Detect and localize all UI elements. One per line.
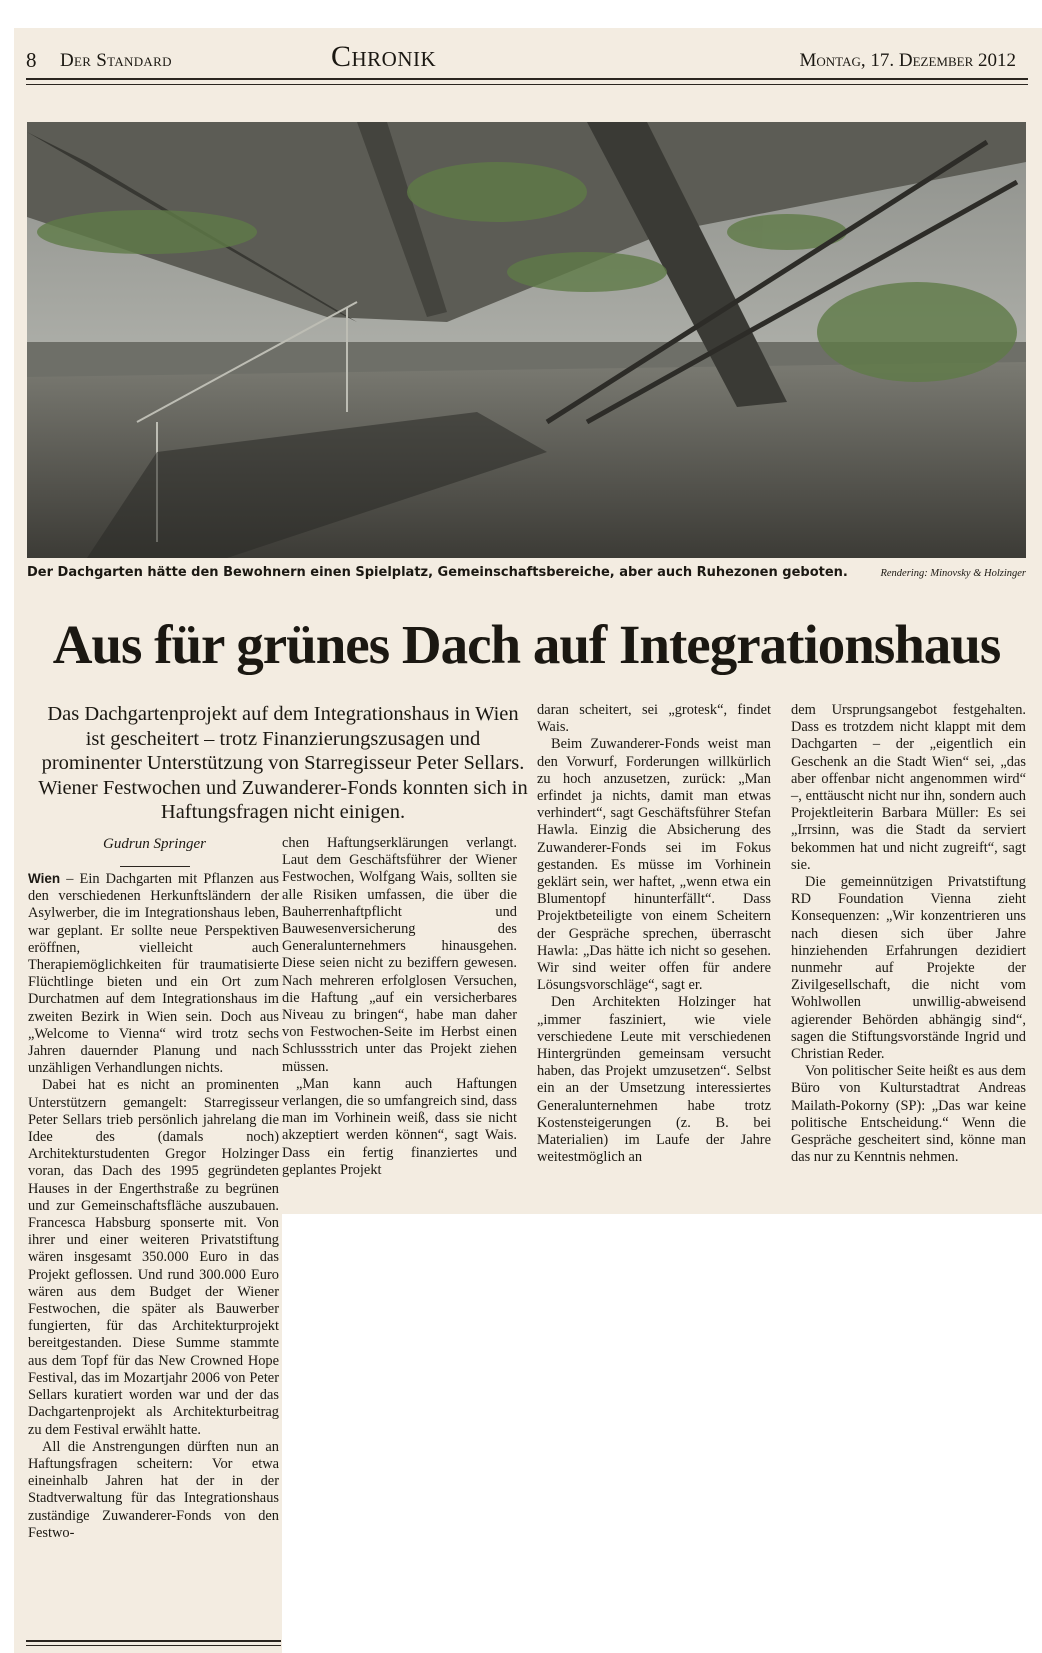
headline: Aus für grünes Dach auf Integrationshaus bbox=[52, 614, 1001, 675]
column-text: Von politischer Seite heißt es aus dem Büro von Kulturstadtrat Andreas Mailath-Pokorny (SP): „Das war keine politische Entscheidung.“ Wenn die Gespräche gescheitert sind, könne man das nur zu Kenntnis nehmen. bbox=[791, 1063, 1026, 1166]
footer-rule bbox=[26, 1640, 281, 1642]
section-title: Chronik bbox=[331, 40, 437, 73]
dateline: Wien bbox=[28, 871, 61, 886]
page-number: 8 bbox=[26, 48, 37, 72]
column-text: dem Ursprungsangebot festgehalten. Dass es trotzdem nicht klappt mit dem Dachgarten – der „eigentlich ein Geschenk an die Stadt Wien“ sei, „das aber offenbar nicht angenommen wird“ –, enttäuscht nicht nur ihn, sondern auch Projektleiterin Barbara Müller: Es sei „Irrsinn, was die Stadt da serviert bekommen hat und nicht zugreift“, sagt sie. bbox=[791, 702, 1026, 873]
column-text: daran scheitert, sei „grotesk“, findet Wais. bbox=[537, 702, 771, 736]
column-text: Beim Zuwanderer-Fonds weist man den Vorwurf, Forderungen willkürlich zu hoch anzusetzen, zurück: „Man erfindet ja nichts, damit man etwas verhindert“, sagt Geschäftsführer Stefan Hawla. Einzig die Absicherung des Zuwanderer-Fonds sei im Fokus gestanden. Es müsse im Vorhinein geklärt sein, wer haftet, „wenn etwa ein Blumentopf hinunterfällt“. Dass Projektbeteiligte von einem Scheitern der Gespräche sprechen, überrascht Hawla: „Das hätte ich nicht so gesehen. Wir sind weiter offen für andere Lösungsvorschläge“, sagt er. bbox=[537, 736, 771, 994]
column-text: Den Architekten Holzinger hat „immer fasziniert, wie viele verschiedene Leute mit verschiedenen Hintergründen gemeinsam versucht haben, das Projekt umzusetzen“. Selbst ein an der Umsetzung interessiertes Generalunternehmen habe trotz Kostensteigerungen (z. B. bei Materialien) im Laufe der Jahre weitestmöglich an bbox=[537, 994, 771, 1166]
byline-rule bbox=[120, 866, 190, 867]
paper-name: Der Standard bbox=[60, 50, 172, 71]
issue-date: Montag, 17. Dezember 2012 bbox=[799, 50, 1016, 71]
masthead bbox=[26, 40, 1028, 76]
caption-text: Der Dachgarten hätte den Bewohnern einen Spielplatz, Gemeinschaftsbereiche, aber auch Ruhezonen geboten. bbox=[27, 565, 848, 580]
rendering-illustration bbox=[27, 122, 1026, 558]
article-column-2 bbox=[282, 835, 517, 1179]
column-text: All die Anstrengungen dürften nun an Haftungsfragen scheitern: Vor etwa eineinhalb Jahren hat der in der Stadtverwaltung für das Integrationshaus zuständige Zuwanderer-Fonds von den Festwo- bbox=[28, 1438, 279, 1541]
lead-paragraph: Das Dachgartenprojekt auf dem Integrationshaus in Wien ist gescheitert – trotz Finanzierungszusagen und prominenter Unterstützung von Starregisseur Peter Sellars. Wiener Festwochen und Zuwanderer-Fonds konnten sich in Haftungsfragen nicht einigen. bbox=[38, 703, 528, 823]
article-column-1 bbox=[28, 870, 279, 1542]
column-text: Die gemeinnützigen Privatstiftung RD Foundation Vienna zieht Konsequenzen: „Wir konzentrieren uns nach diesen sich über Jahre hinziehenden Erfahrungen dezidiert nunmehr auf Projekte der Zivilgesellschaft, die nicht vom Wohlwollen unwillig-abweisend agierender Behörden abhängig sind“, sagen die Stiftungsvorstände Ingrid und Christian Reder. bbox=[791, 874, 1026, 1063]
article-column-4 bbox=[791, 702, 1026, 1166]
photo-credit: Rendering: Minovsky & Holzinger bbox=[880, 568, 1026, 579]
photo-caption bbox=[27, 565, 1026, 585]
masthead-rule bbox=[26, 78, 1028, 80]
column-text: – Ein Dachgarten mit Pflanzen aus den verschiedenen Herkunftsländern der Asylwerber, die im Integrationshaus leben, war geplant. Er sollte neue Perspektiven eröffnen, vielleicht auch Therapiemöglichkeiten für traumatisierte Flüchtlinge bieten und ein Ort zum Durchatmen auf dem Integrationshaus im zweiten Bezirk in Wien sein. Doch aus „Welcome to Vienna“ wird trotz sechs Jahren dauernder Planung und nach unzähligen Verhandlungen nichts. bbox=[28, 871, 279, 1077]
author-byline: Gudrun Springer bbox=[103, 836, 206, 852]
rooftop-rendering-photo bbox=[27, 122, 1026, 558]
column-text: chen Haftungserklärungen verlangt. Laut dem Geschäftsführer der Wiener Festwochen, Wolfgang Wais, sollten sie alle Risiken umfassen, die über die Bauherrenhaftpflicht und Bauwesenversicherung des Generalunternehmers hinausgehen. Diese seien nicht zu beziffern gewesen. Nach mehreren erfolglosen Versuchen, die Haftung „auf ein versicherbares Niveau zu bringen“, habe man daher von Festwochen-Seite im Herbst einen Schlussstrich unter das Projekt ziehen müssen. bbox=[282, 835, 517, 1075]
footer-rule-thin bbox=[26, 1645, 281, 1646]
masthead-rule-thin bbox=[26, 84, 1028, 85]
column-text: „Man kann auch Haftungen verlangen, die so umfangreich sind, dass man im Vorhinein weiß, dass sie nicht akzeptiert werden können“, sagt Wais. Dass ein fertig finanziertes und geplantes Projekt bbox=[282, 1075, 517, 1178]
column-text: Dabei hat es nicht an prominenten Unterstützern gemangelt: Starregisseur Peter Sellars trieb persönlich jahrelang die Idee des (damals noch) Architekturstudenten Gregor Holzinger voran, das Dach des 1995 gegründeten Hauses in der Engerthstraße zu begrünen und zur Gemeinschaftsfläche auszubauen. Francesca Habsburg sponserte mit. Von ihrer und einer weiteren Privatstiftung wären insgesamt 350.000 Euro in das Projekt geflossen. Und rund 300.000 Euro wären aus dem Budget der Wiener Festwochen, die später als Bauwerber fungierten, für das Architekturprojekt bereitgestanden. Diese Summe stammte aus dem Topf für das New Crowned Hope Festival, das im Mozartjahr 2006 von Peter Sellars kuratiert worden war und der das Dachgartenprojekt als Architekturbeitrag zu dem Festival erwählt hatte. bbox=[28, 1077, 279, 1438]
article-column-3 bbox=[537, 702, 771, 1166]
